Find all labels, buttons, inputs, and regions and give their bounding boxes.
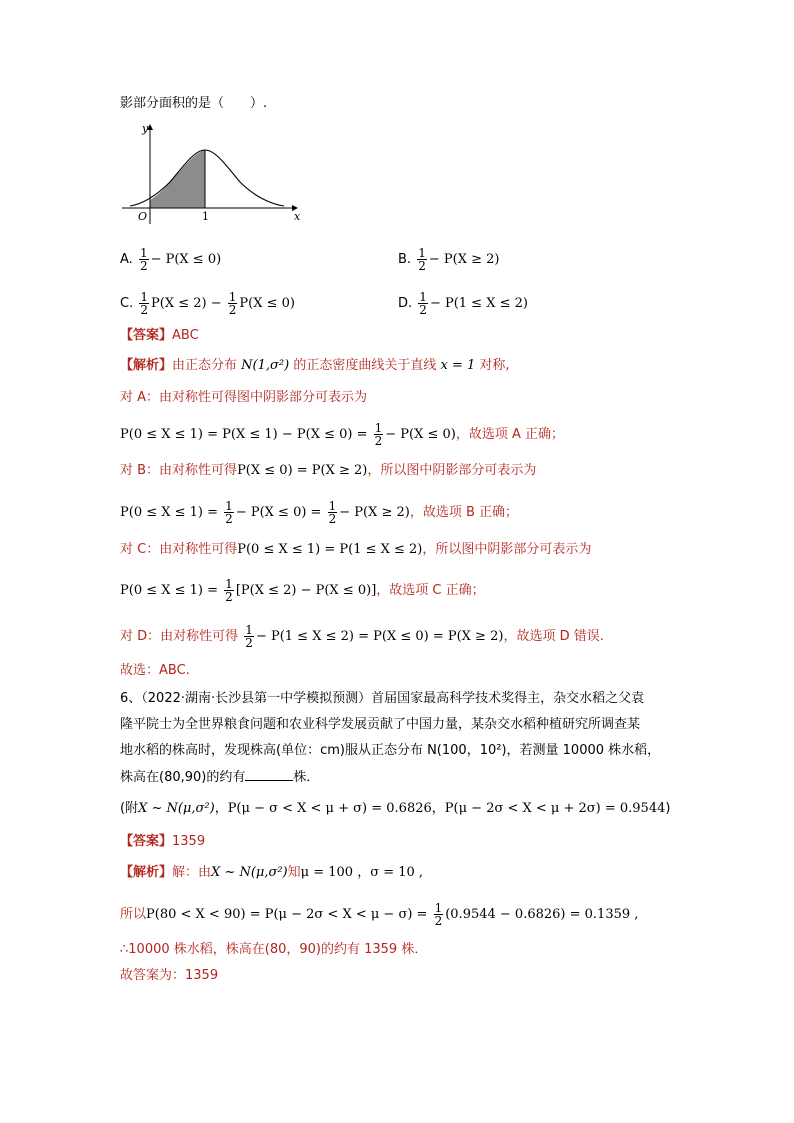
fraction-half: $\frac{1}{2}$	[228, 290, 237, 317]
q6-stem-line-3: 地水稻的株高时，发现株高(单位：cm)服从正态分布 N(100，10²)，若测量 10000 株水稻，	[120, 743, 661, 758]
answer-blank[interactable]	[245, 768, 293, 781]
analysis-line-1: 【解析】由正态分布 N(1,σ²) 的正态密度曲线关于直线 x = 1 对称,	[120, 358, 510, 373]
density-curve	[130, 150, 284, 206]
fraction-half: $\frac{1}{2}$	[434, 901, 443, 928]
q6-stem-line-4: 株高在(80,90)的约有 株．	[120, 770, 320, 785]
analysis-d-line: 对 D：由对称性可得 $\frac{1}{2}$ − P(1 ≤ X ≤ 2) = P(X ≤ 0) = P(X ≥ 2)，故选项 D 错误.	[120, 623, 604, 650]
q6-hint-line: (附X ~ N(μ,σ²)，P(μ − σ < X < μ + σ) = 0.6826，P(μ − 2σ < X < μ + 2σ) = 0.9544)	[120, 801, 671, 816]
q6-analysis-line-1: 【解析】解：由X ~ N(μ,σ²)知μ = 100 ，σ = 10 ,	[120, 865, 424, 880]
q6-analysis-line-4: 故答案为：1359	[120, 968, 219, 983]
conclusion-line: 故选：ABC.	[120, 663, 190, 678]
fraction-half: $\frac{1}{2}$	[225, 499, 233, 526]
q6-answer-line: 【答案】1359	[120, 834, 206, 849]
fraction-half: $\frac{1}{2}$	[418, 246, 426, 273]
answer-line: 【答案】ABC	[120, 328, 199, 343]
q6-analysis-line-2: 所以P(80 < X < 90) = P(μ − 2σ < X < μ − σ) = $\frac{1}{2}$ (0.9544 − 0.6826) = 0.1359 ,	[120, 901, 639, 928]
analysis-b-line-1: 对 B：由对称性可得P(X ≤ 0) = P(X ≥ 2)，所以图中阴影部分可表示为	[120, 463, 537, 478]
y-axis-label: y	[142, 122, 149, 135]
analysis-a-line-1: 对 A：由对称性可得图中阴影部分可表示为	[120, 390, 368, 405]
question-stem-tail: 影部分面积的是（ ）.	[120, 96, 268, 111]
q6-analysis-line-3: ∴10000 株水稻，株高在(80，90)的约有 1359 株．	[120, 942, 428, 957]
fraction-half: $\frac{1}{2}$	[419, 290, 427, 317]
analysis-b-line-2: P(0 ≤ X ≤ 1) = $\frac{1}{2}$ − P(X ≤ 0) = $\frac{1}{2}$ − P(X ≥ 2)，故选项 B 正确；	[120, 499, 519, 526]
x-axis-label: x	[294, 210, 301, 223]
fraction-half: $\frac{1}{2}$	[225, 577, 233, 604]
q6-stem-line-1: 6、（2022·湖南·长沙县第一中学模拟预测）首届国家最高科学技术奖得主，杂交水稻之父袁	[120, 691, 645, 706]
option-a[interactable]: A. $\frac{1}{2}$ − P(X ≤ 0)	[120, 246, 222, 273]
fraction-half: $\frac{1}{2}$	[245, 623, 253, 650]
tick-label-1: 1	[202, 210, 209, 223]
option-d[interactable]: D. $\frac{1}{2}$ − P(1 ≤ X ≤ 2)	[398, 290, 528, 317]
fraction-half: $\frac{1}{2}$	[140, 290, 148, 317]
option-c[interactable]: C. $\frac{1}{2}$ P(X ≤ 2) − $\frac{1}{2}$ P(X ≤ 0)	[120, 290, 295, 317]
analysis-c-line-1: 对 C：由对称性可得P(0 ≤ X ≤ 1) = P(1 ≤ X ≤ 2)，所以图中阴影部分可表示为	[120, 542, 592, 557]
fraction-half: $\frac{1}{2}$	[328, 499, 337, 526]
analysis-a-line-2: P(0 ≤ X ≤ 1) = P(X ≤ 1) − P(X ≤ 0) = $\frac{1}{2}$ − P(X ≤ 0)，故选项 A 正确；	[120, 421, 565, 448]
origin-label: O	[138, 210, 148, 223]
fraction-half: $\frac{1}{2}$	[374, 421, 383, 448]
option-b[interactable]: B. $\frac{1}{2}$ − P(X ≥ 2)	[398, 246, 500, 273]
analysis-c-line-2: P(0 ≤ X ≤ 1) = $\frac{1}{2}$ [P(X ≤ 2) − P(X ≤ 0)]，故选项 C 正确；	[120, 577, 485, 604]
q6-stem-line-2: 隆平院士为全世界粮食问题和农业科学发展贡献了中国力量，某杂交水稻种植研究所调查某	[120, 717, 641, 732]
fraction-half: $\frac{1}{2}$	[139, 246, 148, 273]
normal-curve-graph	[116, 120, 306, 228]
shaded-area	[150, 150, 205, 208]
